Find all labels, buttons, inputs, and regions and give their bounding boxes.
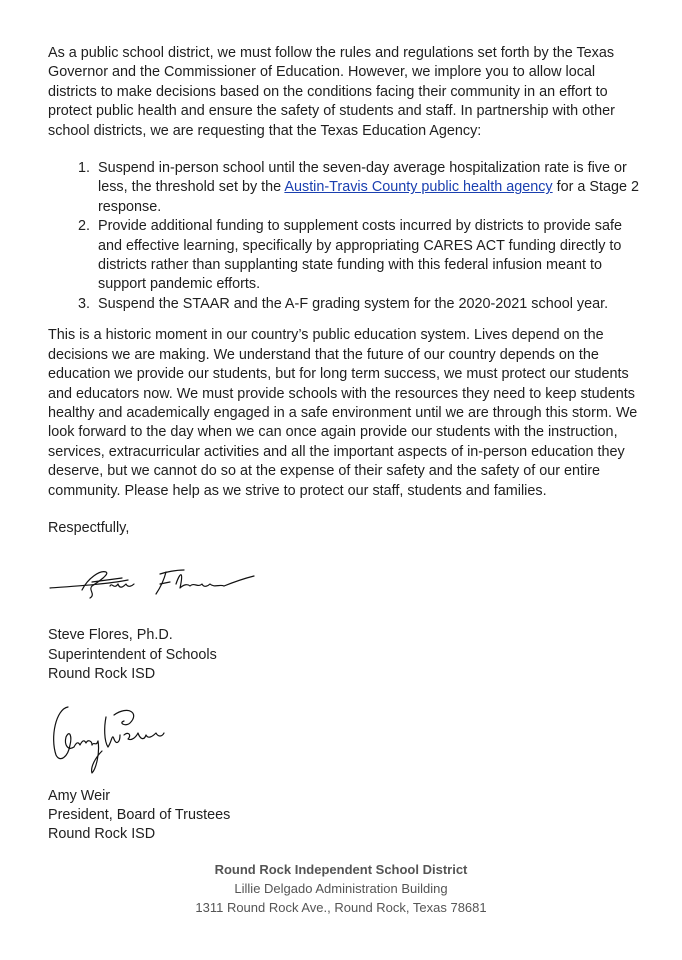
signature-steve-flores: [48, 556, 642, 626]
health-agency-link[interactable]: Austin-Travis County public health agency: [284, 179, 553, 196]
request-list: [48, 159, 642, 314]
intro-paragraph: As a public school district, we must follow the rules and regulations set forth by the Texas Governor and the Commissioner of Education. However, we implore you to allow local districts to make decisions based on the conditions facing their community in an effort to protect public health and ensure the safety of students and staff. In partnership with other school districts, we are requesting that the Texas Education Agency:: [48, 45, 615, 139]
signature-image: [48, 564, 268, 604]
signer2-org: Round Rock ISD: [48, 826, 156, 843]
footer-org: Round Rock Independent School District: [214, 862, 468, 877]
signer1-org: Round Rock ISD: [48, 666, 156, 683]
signer2-name: Amy Weir: [48, 787, 111, 804]
list-item: [94, 217, 642, 295]
signer1-title: Superintendent of Schools: [48, 646, 217, 663]
request-text: Provide additional funding to supplement costs incurred by districts to provide safe and effective learning, specifically by appropriating CARES ACT funding directly to districts rather than supplanting state funding with this federal infusion meant to support pandemic efforts.: [98, 218, 622, 293]
signature-amy-weir: [48, 697, 642, 787]
list-item: [94, 295, 642, 314]
signature-image: [48, 697, 178, 777]
footer-address: 1311 Round Rock Ave., Round Rock, Texas 78681: [195, 900, 487, 915]
list-item: [94, 159, 642, 217]
signer1-name: Steve Flores, Ph.D.: [48, 627, 173, 644]
signer2-title: President, Board of Trustees: [48, 806, 231, 823]
request-text: Suspend in-person school until the seven-day average hospitalization rate is five or less, the threshold set by the: [98, 160, 627, 196]
letterhead-footer: [0, 860, 682, 917]
body-paragraph: This is a historic moment in our country’s public education system. Lives depend on the decisions we are making. We understand that the future of our country depends on the education we provide our students, but for long term success, we must protect our students and educators now. We must provide schools with the resources they need to keep students healthy and academically engaged in a safe environment until we are through this storm. We look forward to the day when we can once again provide our students with the instruction, services, extracurricular activities and all the important aspects of in-person education they deserve, but we cannot do so at the expense of their safety and the safety of our entire community. Please help as we strive to protect our staff, students and families.: [48, 327, 638, 499]
request-text: for a Stage 2 response.: [98, 179, 640, 215]
request-text: Suspend the STAAR and the A-F grading system for the 2020-2021 school year.: [98, 295, 609, 312]
footer-building: Lillie Delgado Administration Building: [234, 881, 448, 896]
closing: Respectfully,: [48, 519, 130, 536]
